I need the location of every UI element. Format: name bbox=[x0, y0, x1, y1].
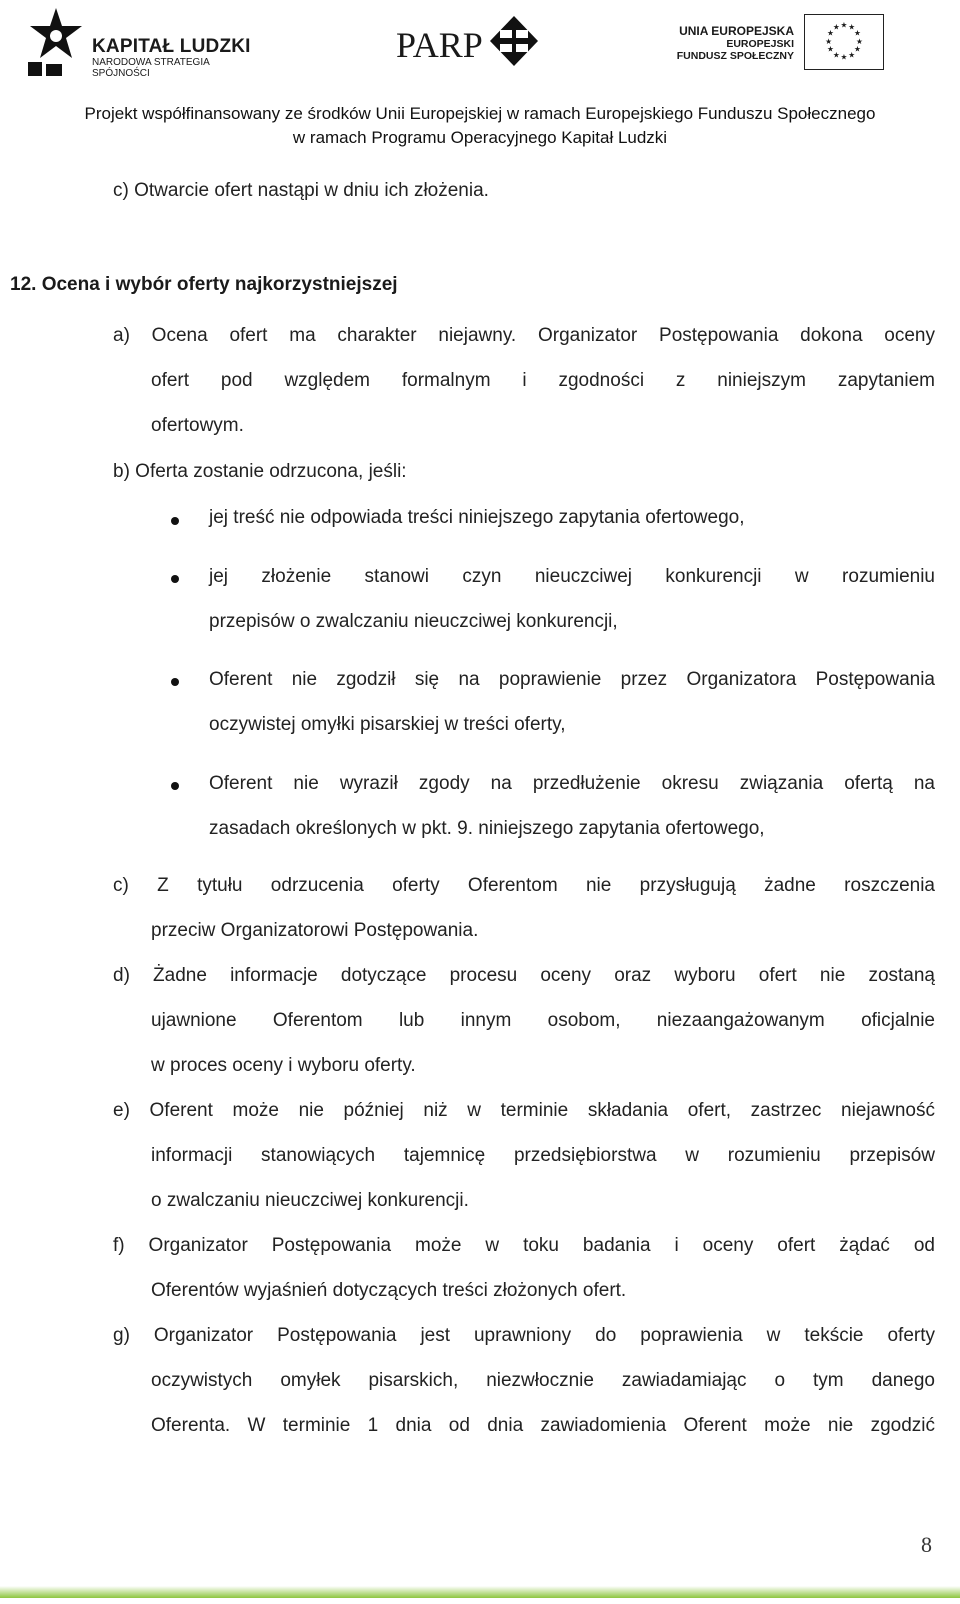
item-b-bullet-1: jej treść nie odpowiada treści niniejszego zapytania ofertowego, bbox=[209, 507, 745, 528]
parp-emblem-icon bbox=[490, 16, 538, 66]
item-f-line-2: Oferentów wyjaśnień dotyczących treści złożonych ofert. bbox=[151, 1280, 627, 1301]
item-f-line-1: f) Organizator Postępowania może w toku badania i oceny ofert żądać od bbox=[113, 1235, 935, 1256]
project-line-1: Projekt współfinansowany ze środków Unii Europejskiej w ramach Europejskiego Funduszu Społecznego bbox=[84, 104, 876, 123]
section-heading-12: 12. Ocena i wybór oferty najkorzystniejszej bbox=[10, 274, 398, 295]
bullet-icon bbox=[171, 575, 179, 583]
item-e-line-2: informacji stanowiących tajemnicę przedsiębiorstwa w rozumieniu przepisów bbox=[151, 1145, 935, 1166]
eu-title: UNIA EUROPEJSKA bbox=[679, 24, 794, 38]
svg-text:★: ★ bbox=[855, 36, 863, 46]
item-b-bullet-3-line-2: oczywistej omyłki pisarskiej w treści oferty, bbox=[209, 714, 566, 735]
item-c-line-2: przeciw Organizatorowi Postępowania. bbox=[151, 920, 479, 941]
item-b-line-1: b) Oferta zostanie odrzucona, jeśli: bbox=[113, 461, 407, 482]
parp-text: PARP bbox=[396, 25, 483, 65]
svg-text:★: ★ bbox=[840, 52, 848, 62]
svg-text:★: ★ bbox=[825, 36, 833, 46]
bullet-icon bbox=[171, 517, 179, 525]
parp-logo bbox=[396, 16, 541, 68]
item-c-previous: c) Otwarcie ofert nastąpi w dniu ich złożenia. bbox=[113, 180, 489, 201]
svg-text:★: ★ bbox=[832, 22, 840, 32]
item-e-line-3: o zwalczaniu nieuczciwej konkurencji. bbox=[151, 1190, 469, 1211]
item-g-line-3: Oferenta. W terminie 1 dnia od dnia zawiadomienia Oferent może nie zgodzić bbox=[151, 1415, 935, 1436]
svg-text:★: ★ bbox=[848, 50, 856, 60]
bullet-icon bbox=[171, 678, 179, 686]
svg-text:★: ★ bbox=[854, 28, 861, 38]
svg-text:★: ★ bbox=[827, 44, 834, 54]
eu-flag-icon bbox=[804, 14, 884, 70]
eu-fund-line1: EUROPEJSKI bbox=[726, 38, 794, 50]
item-d-line-1: d) Żadne informacje dotyczące procesu oceny oraz wyboru ofert nie zostaną bbox=[113, 965, 935, 986]
item-a-line-2: ofert pod względem formalnym i zgodności z niniejszym zapytaniem bbox=[151, 370, 935, 391]
item-b-bullet-2-line-2: przepisów o zwalczaniu nieuczciwej konkurencji, bbox=[209, 611, 618, 632]
project-line-2: w ramach Programu Operacyjnego Kapitał Ludzki bbox=[292, 128, 668, 147]
kapital-ludzki-emblem-icon bbox=[26, 6, 86, 78]
kapital-ludzki-subtitle: NARODOWA STRATEGIA SPÓJNOŚCI bbox=[92, 57, 210, 79]
item-g-line-1: g) Organizator Postępowania jest uprawniony do poprawienia w tekście oferty bbox=[113, 1325, 935, 1346]
page-number: 8 bbox=[921, 1532, 932, 1557]
eu-logo bbox=[676, 14, 886, 72]
kapital-ludzki-title: KAPITAŁ LUDZKI bbox=[92, 36, 251, 57]
footer-bar bbox=[0, 1586, 960, 1598]
kapital-ludzki-logo bbox=[26, 6, 256, 78]
item-b-bullet-2-line-1: jej złożenie stanowi czyn nieuczciwej konkurencji w rozumieniu bbox=[209, 566, 935, 587]
svg-text:★: ★ bbox=[840, 20, 848, 30]
svg-text:★: ★ bbox=[854, 44, 861, 54]
item-b-bullet-4-line-2: zasadach określonych w pkt. 9. niniejszego zapytania ofertowego, bbox=[209, 818, 765, 839]
item-g-line-2: oczywistych omyłek pisarskich, niezwłocznie zawiadamiając o tym danego bbox=[151, 1370, 935, 1391]
item-b-bullet-4-line-1: Oferent nie wyraził zgody na przedłużenie okresu związania ofertą na bbox=[209, 773, 935, 794]
item-c-line-1: c) Z tytułu odrzucenia oferty Oferentom nie przysługują żadne roszczenia bbox=[113, 875, 935, 896]
bullet-icon bbox=[171, 782, 179, 790]
eu-fund-line2: FUNDUSZ SPOŁECZNY bbox=[676, 50, 794, 62]
svg-text:★: ★ bbox=[827, 28, 834, 38]
item-b-bullet-3-line-1: Oferent nie zgodził się na poprawienie przez Organizatora Postępowania bbox=[209, 669, 935, 690]
item-d-line-3: w proces oceny i wyboru oferty. bbox=[151, 1055, 416, 1076]
item-e-line-1: e) Oferent może nie później niż w terminie składania ofert, zastrzec niejawność bbox=[113, 1100, 935, 1121]
item-a-line-3: ofertowym. bbox=[151, 415, 244, 436]
item-a-line-1: a) Ocena ofert ma charakter niejawny. Organizator Postępowania dokona oceny bbox=[113, 325, 935, 346]
svg-text:★: ★ bbox=[832, 50, 840, 60]
svg-text:★: ★ bbox=[848, 22, 856, 32]
item-d-line-2: ujawnione Oferentom lub innym osobom, niezaangażowanym oficjalnie bbox=[151, 1010, 935, 1031]
